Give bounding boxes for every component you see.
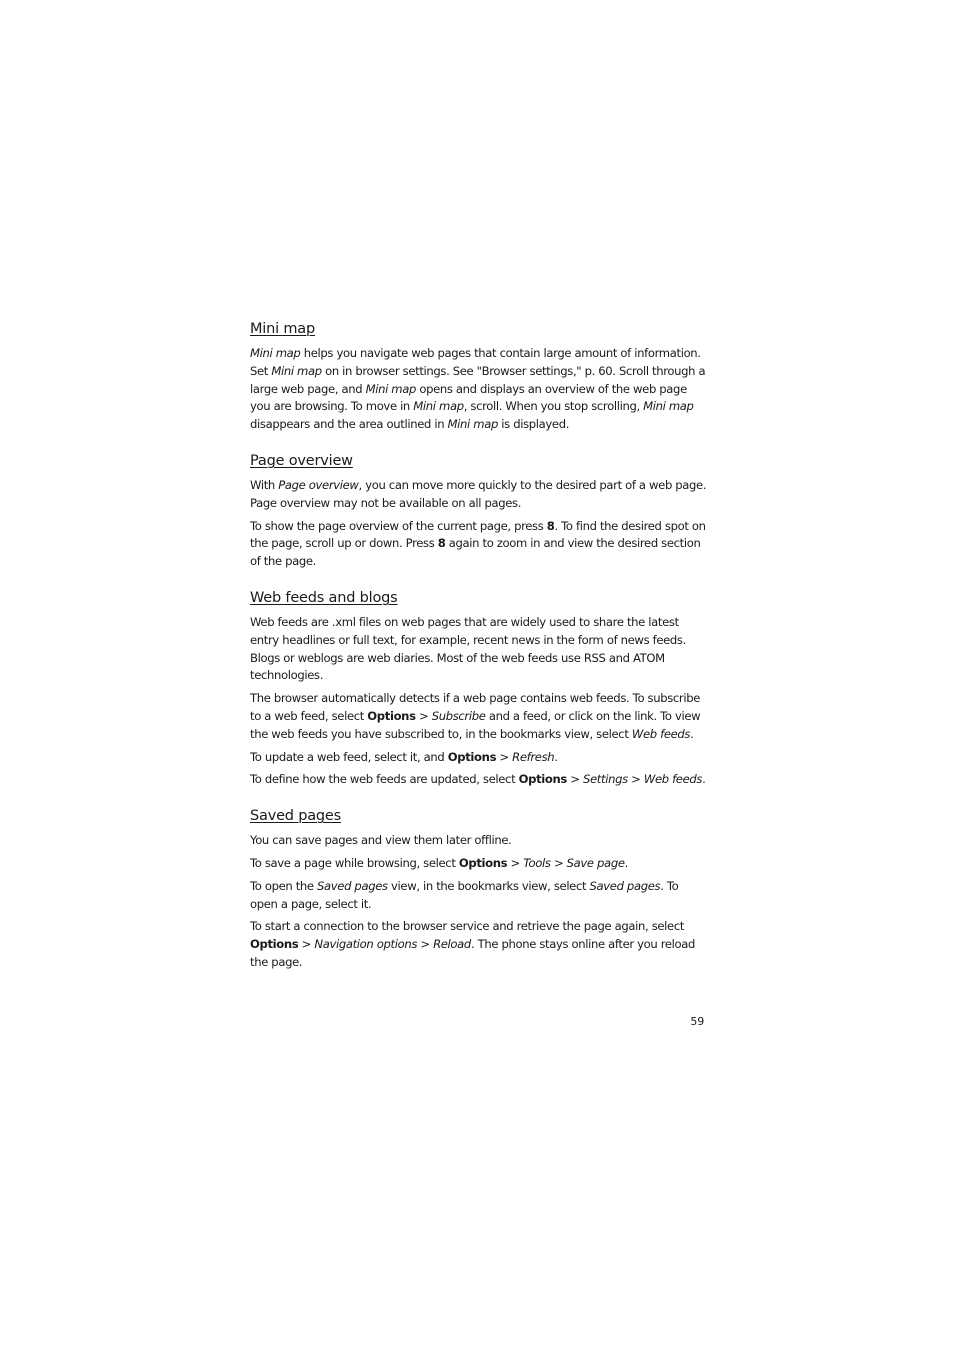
italic-term: Web feeds [631, 726, 691, 741]
italic-term: Web feeds [643, 772, 703, 787]
text-run: on in browser settings. See "Browser settings," p. 60. Scroll through a large web page, and [250, 363, 706, 396]
paragraph [250, 878, 708, 914]
paragraph [250, 518, 708, 571]
text-run: > [298, 937, 315, 952]
italic-term: Settings [583, 772, 628, 787]
text-run: With [250, 477, 279, 492]
section-heading: Page overview [250, 452, 353, 469]
paragraph [250, 918, 708, 971]
bold-key: 8 [437, 536, 446, 551]
text-run: > [566, 772, 584, 787]
text-run: , you can move more quickly to the desired part of a web page. Page overview may not be available on all pages. [250, 477, 707, 510]
text-run: To open the [250, 878, 318, 893]
italic-term: Refresh [512, 749, 555, 764]
text-run: . To open a page, select it. [250, 878, 679, 911]
page-content [250, 318, 708, 977]
paragraph [250, 855, 708, 873]
text-run: To update a web feed, select it, and [250, 749, 448, 764]
bold-key: Options [458, 855, 508, 870]
italic-term: Navigation options [314, 937, 418, 952]
text-run: To define how the web feeds are updated, select [250, 772, 519, 787]
text-run: To save a page while browsing, select [250, 855, 459, 870]
text-run: . The phone stays online after you reload the page. [250, 937, 696, 969]
text-run: > [415, 708, 432, 723]
text-run: To show the page overview of the current page, press [250, 518, 547, 533]
italic-term: Mini map [250, 346, 301, 360]
bold-key: Options [447, 749, 497, 764]
paragraph [250, 614, 708, 685]
section-mini-map [250, 318, 708, 434]
text-run: view, in the bookmarks view, select [387, 878, 590, 893]
section-heading: Saved pages [250, 808, 341, 825]
section-web-feeds-and-blogs [250, 587, 708, 789]
text-run: helps you navigate web pages that contain large amount of information. Set [250, 346, 701, 378]
paragraph [250, 345, 708, 434]
section-heading: Mini map [250, 321, 315, 337]
text-run: . [690, 726, 694, 741]
section-heading: Web feeds and blogs [250, 589, 398, 606]
text-run: You can save pages and view them later offline. [250, 833, 512, 848]
italic-term: Page overview [278, 477, 359, 492]
italic-term: Subscribe [431, 708, 486, 723]
section-saved-pages [250, 805, 708, 972]
page-number: 59 [690, 1015, 704, 1028]
paragraph [250, 690, 708, 743]
italic-term: Mini map [413, 399, 464, 414]
italic-term: Tools [523, 855, 551, 870]
bold-key: Options [367, 708, 416, 723]
italic-term: Reload [433, 937, 471, 952]
text-run: > [496, 749, 513, 764]
italic-term: Mini map [643, 399, 694, 414]
text-run: Web feeds are .xml files on web pages that are widely used to share the latest entry headlines or full text, for example, recent news in the form of news feeds. Blogs or weblogs are web diaries. Most of the web feeds use RSS and ATOM technologies. [250, 614, 686, 683]
text-run: . [624, 855, 628, 870]
text-run: > [550, 855, 567, 870]
text-run: , scroll. When you stop scrolling, [463, 399, 644, 414]
text-run: To start a connection to the browser service and retrieve the page again, select [250, 919, 685, 934]
text-run: . [702, 772, 706, 787]
paragraph [250, 749, 708, 767]
text-run: is displayed. [497, 417, 570, 432]
italic-term: Saved pages [317, 878, 388, 893]
paragraph [250, 477, 708, 513]
italic-term: Mini map [271, 363, 322, 378]
italic-term: Mini map [365, 381, 416, 396]
italic-term: Mini map [447, 417, 498, 432]
bold-key: Options [250, 937, 299, 952]
italic-term: Save page [566, 855, 625, 870]
text-run: opens and displays an overview of the web page you are browsing. To move in [250, 381, 687, 414]
section-page-overview [250, 450, 708, 571]
text-run: The browser automatically detects if a web page contains web feeds. To subscribe to a web feed, select [250, 691, 701, 723]
text-run: > [417, 937, 434, 952]
paragraph [250, 832, 708, 850]
bold-key: 8 [546, 518, 555, 533]
bold-key: Options [518, 772, 567, 787]
text-run: again to zoom in and view the desired section of the page. [250, 536, 701, 569]
paragraph [250, 771, 708, 789]
text-run: . [554, 749, 558, 764]
text-run: > [627, 772, 644, 787]
text-run: . To find the desired spot on the page, scroll up or down. Press [250, 518, 706, 551]
text-run: disappears and the area outlined in [250, 417, 448, 432]
text-run: > [507, 855, 524, 870]
text-run: and a feed, or click on the link. To view the web feeds you have subscribed to, in the bookmarks view, select [250, 708, 701, 741]
italic-term: Saved pages [589, 878, 661, 893]
